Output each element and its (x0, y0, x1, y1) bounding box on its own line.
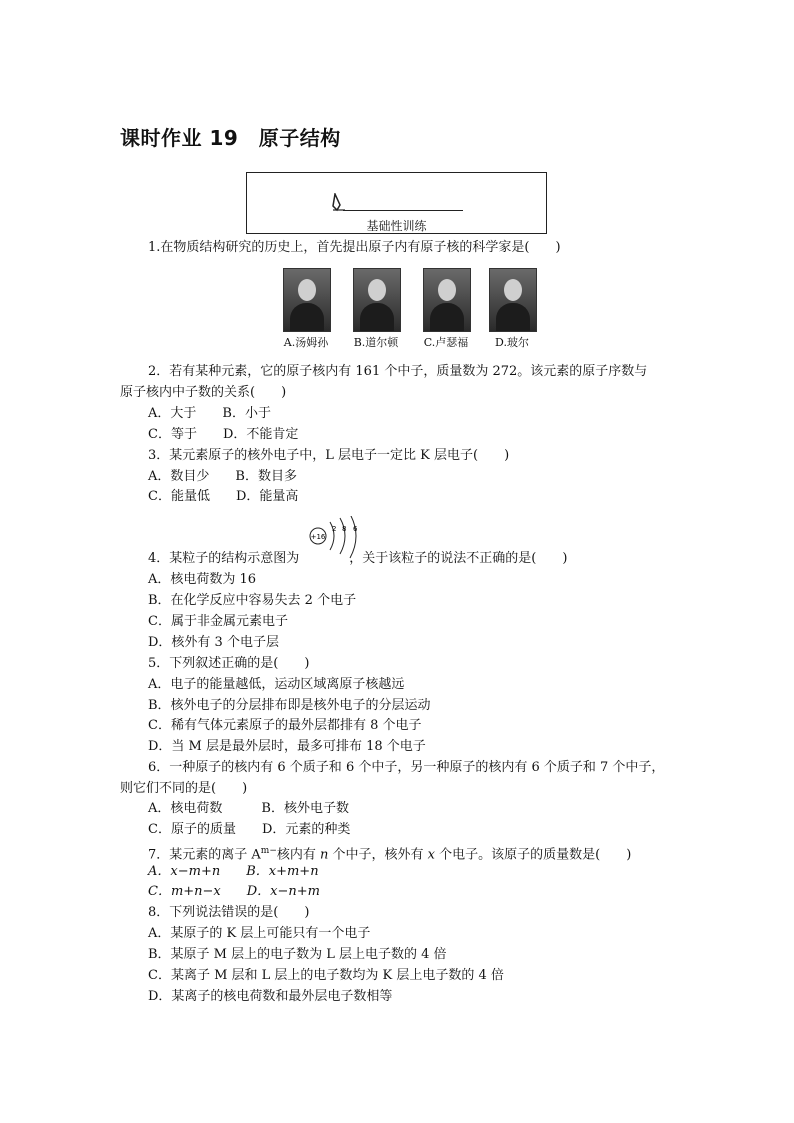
question-8-option-a: A．某原子的 K 层上可能只有一个电子 (148, 926, 371, 941)
portrait-photo (423, 268, 471, 332)
nucleus-charge: +16 (310, 533, 326, 541)
question-2-stem: 2．若有某种元素，它的原子核内有 161 个中子，质量数为 272。该元素的原子序数与 (148, 364, 648, 379)
portrait-b (350, 268, 402, 350)
banner-label: 基础性训练 (366, 219, 427, 233)
portrait-d (486, 268, 538, 350)
banner-rule (343, 210, 463, 211)
question-3-stem: 3．某元素原子的核外电子中，L 层电子一定比 K 层电子( ) (148, 448, 510, 463)
question-2-options-2: C．等于 D．不能肯定 (148, 427, 299, 442)
option-b-label: B.道尔顿 (353, 336, 399, 349)
shell-2-count: 8 (342, 525, 347, 533)
question-5-option-a: A．电子的能量越低，运动区域离原子核越远 (148, 677, 405, 692)
ion-charge: m− (260, 846, 277, 856)
question-5-option-d: D．当 M 层是最外层时，最多可排布 18 个电子 (148, 739, 426, 754)
question-5-stem: 5．下列叙述正确的是( ) (148, 656, 310, 671)
portrait-a (280, 268, 332, 350)
question-8-option-c: C．某离子 M 层和 L 层上的电子数均为 K 层上电子数的 4 倍 (148, 968, 504, 983)
question-6-options-2: C．原子的质量 D．元素的种类 (148, 822, 351, 837)
question-4-option-a: A．核电荷数为 16 (148, 572, 257, 587)
variable-n: n (320, 847, 329, 863)
question-6-options-1: A．核电荷数 B．核外电子数 (148, 801, 349, 816)
scientist-portraits (280, 268, 550, 358)
question-4-stem-after: ，关于该粒子的说法不正确的是( ) (349, 551, 568, 566)
portrait-photo (283, 268, 331, 332)
question-7-options-2: C．m+n−x D．x−n+m (148, 884, 321, 899)
question-3-options-1: A．数目少 B．数目多 (148, 469, 297, 484)
option-d-label: D.玻尔 (495, 336, 529, 349)
page-title: 课时作业 19 原子结构 (120, 126, 341, 150)
question-8-option-b: B．某原子 M 层上的电子数为 L 层上电子数的 4 倍 (148, 947, 447, 962)
portrait-photo (353, 268, 401, 332)
question-3-options-2: C．能量低 D．能量高 (148, 489, 299, 504)
question-5-option-b: B．核外电子的分层排布即是核外电子的分层运动 (148, 698, 431, 713)
shell-1-count: 2 (332, 525, 337, 533)
shell-3-count: 6 (353, 525, 358, 533)
question-4-option-d: D．核外有 3 个电子层 (148, 635, 279, 650)
question-7-text-4: 个电子。该原子的质量数是( ) (435, 847, 632, 863)
question-4-option-c: C．属于非金属元素电子 (148, 614, 288, 629)
question-6-stem-cont: 则它们不同的是( ) (120, 781, 248, 796)
question-2-stem-cont: 原子核内中子数的关系( ) (120, 385, 287, 400)
portrait-c (420, 268, 472, 350)
question-7-text-1: 7．某元素的离子 A (148, 847, 261, 863)
question-2-options-1: A．大于 B．小于 (148, 406, 271, 421)
section-banner (246, 172, 547, 234)
question-1-stem: 1.在物质结构研究的历史上，首先提出原子内有原子核的科学家是( ) (148, 240, 561, 255)
variable-x: x (427, 847, 435, 863)
question-4-option-b: B．在化学反应中容易失去 2 个电子 (148, 593, 357, 608)
question-7-text-2: 核内有 (276, 847, 321, 863)
portrait-photo (489, 268, 537, 332)
question-6-stem: 6．一种原子的核内有 6 个质子和 6 个中子，另一种原子的核内有 6 个质子和 7 个中子， (148, 760, 665, 775)
question-7-text-3: 个中子，核外有 (328, 847, 428, 863)
question-7-options-1: A．x−m+n B．x+m+n (148, 864, 319, 879)
option-c-label: C.卢瑟福 (423, 336, 469, 349)
question-8-stem: 8．下列说法错误的是( ) (148, 905, 310, 920)
question-4-stem (148, 549, 567, 569)
option-a-label: A.汤姆孙 (283, 336, 329, 349)
question-5-option-c: C．稀有气体元素原子的最外层都排有 8 个电子 (148, 718, 422, 733)
question-4-stem-before: 4．某粒子的结构示意图为 (148, 551, 300, 566)
question-8-option-d: D．某离子的核电荷数和最外层电子数相等 (148, 989, 393, 1004)
